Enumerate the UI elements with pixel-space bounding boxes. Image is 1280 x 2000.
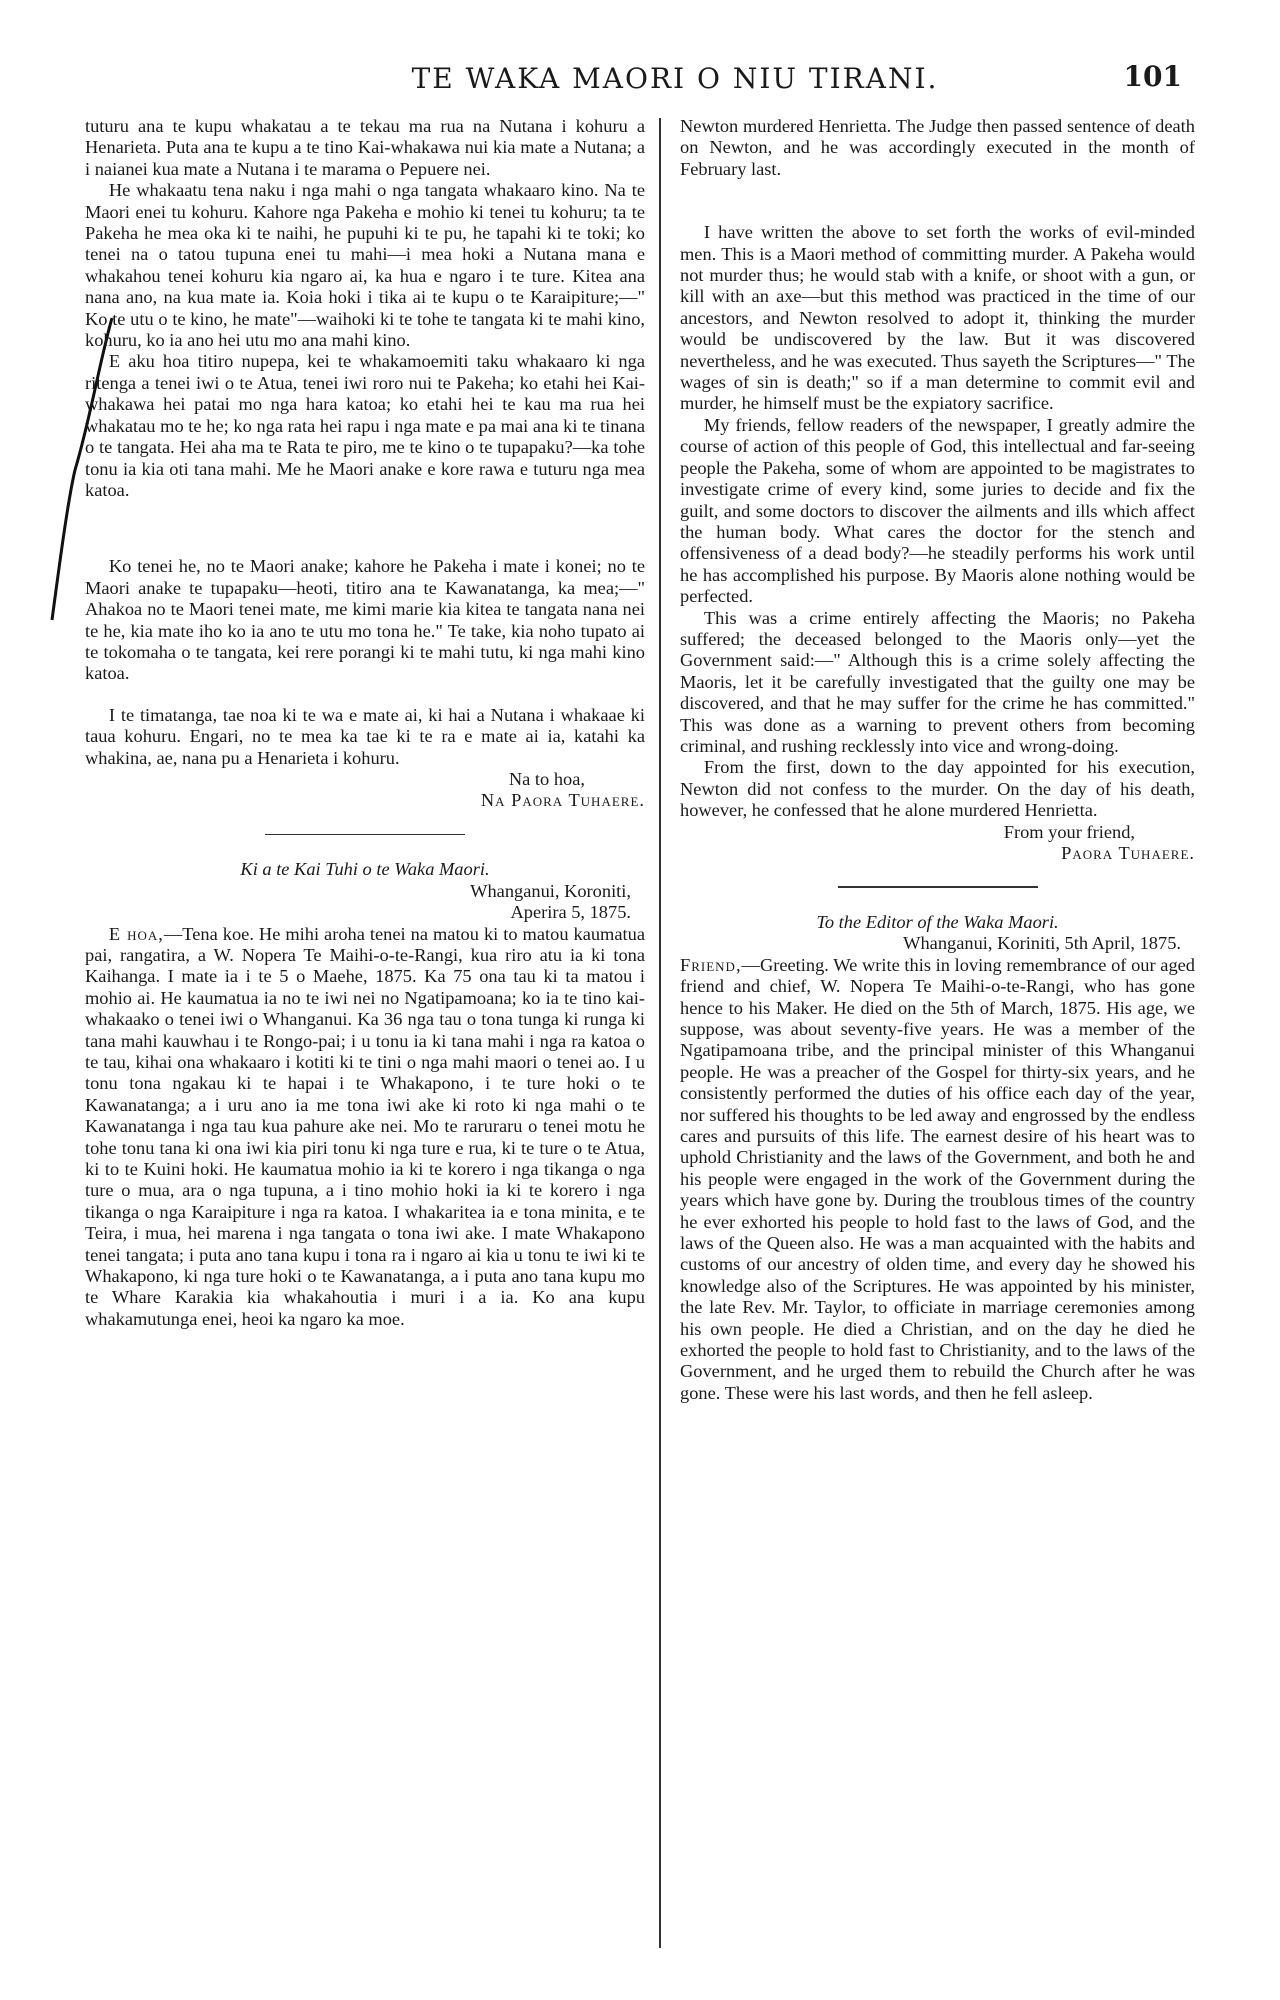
paragraph bbox=[85, 924, 645, 1331]
column-divider bbox=[659, 118, 661, 1948]
section-rule bbox=[265, 834, 465, 836]
paragraph-text: —Greeting. We write this in loving remembrance of our aged friend and chief, W. Nopera Te Maihi-o-te-Rangi, who has gone hence to his Maker. He died on the 5th of March, 1875. His age, we suppose, was about seventy-five years. He was a member of the Ngatipamoana tribe, and the principal minister of this Whanganui people. He was a preacher of the Gospel for thirty-six years, and he consistently performed the duties of his office each day of the year, nor suffered his thoughts to be led away and engrossed by the endless cares and pursuits of this life. The earnest desire of his heart was to uphold Christianity and the laws of the Government, and both he and his people were engaged in the work of the Government during the years which have gone by. During the troublous times of the country he ever exhorted his people to hold fast to the laws of God, and the laws of the Queen also. He was a man acquainted with the habits and customs of our ancestry of olden time, and every day he showed his knowledge also of the Scriptures. He was appointed by his minister, the late Rev. Mr. Taylor, to officiate in marriage ceremonies among his own people. He died a Christian, and on the day he died he exhorted the people to hold fast to Christianity, and to the laws of the Government, and he urged them to rebuild the Church after he was gone. These were his last words, and then he fell asleep. bbox=[680, 954, 1195, 1403]
letter-heading: Ki a te Kai Tuhi o te Waka Maori. bbox=[240, 859, 490, 880]
spacer bbox=[680, 180, 1195, 222]
letter-heading: To the Editor of the Waka Maori. bbox=[816, 911, 1059, 932]
dateline: Whanganui, Koriniti, 5th April, 1875. bbox=[903, 933, 1181, 954]
paragraph bbox=[680, 955, 1195, 1405]
dateline-date: Aperira 5, 1875. bbox=[510, 902, 631, 923]
paragraph: tuturu ana te kupu whakatau a te tekau ma rua na Nutana i kohuru a Henarieta. Puta ana te kupu a te tino Kai-whakawa nui kia mate a Nutana; a i naianei kua mate a Nutana i te marama o Pepuere nei. bbox=[85, 116, 645, 179]
paragraph-text: —Tena koe. He mihi aroha tenei na matou ki to matou kaumatua pai, rangatira, a W. Nopera Te Maihi-o-te-Rangi, kua riro atu ia ki tona Kaihanga. I mate ia i te 5 o Maehe, 1875. Ka 75 ona tau ki ta matou i mohio ai. He kaumatua ia no te iwi nei no Ngatipamoana; ko ia te tino kai-whakaako o tenei iwi o Whanganui. Ka 36 nga tau o tona tunga ki runga ki tana mahi kauwhau i te Rongo-pai; i u tonu ia ki tana mahi i nga ra katoa o te tau, kihai ona whakaaro i kotiti ki te tini o nga mahi maori o tenei ao. I u tonu tona ngakau ki te hapai i te Whakapono, i te ture hoki o te Kawanatanga; a i uru ano ia me tona iwi ake ki roto ki nga mahi o te Kawanatanga i nga tau kua pahure ake nei. Mo te raruraru o tenei motu he tohe tonu tana ki ona iwi kia piri tonu ki nga ture e rua, ki te ture o te Atua, ki to te Kuini hoki. He kaumatua mohio ia ki te korero i nga tikanga o nga ture o mua, ara o nga tupuna, a i tino mohio hoki ia ki te korero i nga tikanga o nga Karaipiture i nga ra katoa. I whakaritea ia e tona minita, e te Teira, i mua, hei marena i nga tangata o tona iwi ake. I mate Whakapono tenei tangata; i puta ano tana kupu i tona ra i ngaro ai kia u tonu te iwi ki te Whakapono, ki nga ture hoki o te Kawanatanga, a i puta ano tana kupu mo te Whare Karakia kia whakahoutia i muri i a ia. Ko ana kupu whakamutunga enei, heoi ka ngaro ka moe. bbox=[85, 923, 645, 1329]
paragraph: I have written the above to set forth the works of evil-minded men. This is a Maori method of committing murder. A Pakeha would not murder thus; he would stab with a knife, or shoot with a gun, or kill with an axe—but this method was practiced in the time of our ancestors, and Newton resolved to adopt it, thinking the murder would be undiscovered by the law. But it was discovered nevertheless, and he was executed. Thus sayeth the Scriptures—" The wages of sin is death;" so if a man determine to commit evil and murder, he himself must be the expiatory sacrifice. bbox=[680, 222, 1195, 414]
paragraph: E aku hoa titiro nupepa, kei te whakamoemiti taku whakaaro ki nga ritenga a tenei iwi o te Atua, tenei iwi roro nui te Pakeha; ko etahi hei Kai-whakawa hei patai mo nga hara katoa; ko etahi hei te kau ma rua hei whakatau mo te he; ko nga rata hei rapu i nga mate e pa mai ana ki te tinana o te tangata. Hei aha ma te Rata te piro, me te kino o te tupapaku?—ka tohe tonu ia kia oti tana mahi. Me he Maori anake e kore rawa e tuturu nga mea katoa. bbox=[85, 351, 645, 500]
page-number: 101 bbox=[1123, 60, 1182, 93]
english-column bbox=[680, 116, 1195, 1976]
paragraph: From the first, down to the day appointed for his execution, Newton did not confess to the murder. On the day of his death, however, he confessed that he alone murdered Henrietta. bbox=[680, 757, 1195, 821]
paragraph: My friends, fellow readers of the newspaper, I greatly admire the course of action of this people of God, this intellectual and far-seeing people the Pakeha, some of whom are appointed to be magistrates to investigate crime of every kind, some juries to decide and fix the guilt, and some doctors to discover the ailments and ills which affect the human body. What cares the doctor for the stench and offensiveness of a dead body?—he steadily performs his work until he has accomplished his purpose. By Maoris alone nothing would be perfected. bbox=[680, 414, 1195, 607]
spacer bbox=[85, 501, 645, 556]
spacer bbox=[85, 685, 645, 705]
maori-column bbox=[85, 116, 645, 1976]
paragraph: Newton murdered Henrietta. The Judge then passed sentence of death on Newton, and he was accordingly executed in the month of February last. bbox=[680, 116, 1195, 179]
paragraph: I te timatanga, tae noa ki te wa e mate ai, ki hai a Nutana i whakaae ki taua kohuru. Engari, no te mea ka tae ki te ra e mate ai ia, katahi ka whakina, ae, nana pu a Henarieta i kohuru. bbox=[85, 704, 645, 768]
salutation: Friend, bbox=[680, 954, 742, 975]
paragraph: He whakaatu tena naku i nga mahi o nga tangata whakaaro kino. Na te Maori enei tu kohuru. Kahore nga Pakeha e mohio ki tenei tu kohuru; ta te Pakeha he mea oka ki te naihi, he pupuhi ki te pu, he tapahi ki te toki; ko tenei na o tatou tupuna enei tu mahi—i mea hoki a Nutana mana e whakahou tenei kohuru kia ngaro ai, ka hua e ngaro i te ture. Kitea ana nana ano, na kua mate ia. Koia hoki i tika ai te kupu o te Karaipiture;—" Ko te utu o te kino, he mate"—waihoki ki te tohe te tangata ki te mahi kino, kohuru, ko ia ano hei utu mo ana mahi kino. bbox=[85, 180, 645, 351]
paragraph: Ko tenei he, no te Maori anake; kahore he Pakeha i mate i konei; no te Maori anake te tupapaku—heoti, titiro ana te Kawanatanga, ka mea;—" Ahakoa no te Maori tenei mate, me kimi marie kia kitea te tangata nana nei te he, kia mate iho ko ia ano te utu mo tona he." Te take, kia noho tupato ai te tokomaha o te tangata, kei rere porangi ki te mahi tutu, ki nga mahi kino katoa. bbox=[85, 556, 645, 684]
signature: Paora Tuhaere. bbox=[1061, 843, 1195, 863]
signature: Na Paora Tuhaere. bbox=[480, 790, 645, 811]
salutation: E hoa, bbox=[108, 923, 164, 944]
paragraph: This was a crime entirely affecting the Maoris; no Pakeha suffered; the deceased belonged to the Maoris only—yet the Government said:—" Although this is a crime solely affecting the Maoris, let it be carefully investigated that the guilty one may be discovered, and that he may suffer for the crime he has committed." This was done as a warning to prevent others from becoming criminal, and rushing recklessly into vice and wrong-doing. bbox=[680, 607, 1195, 756]
page-header bbox=[90, 62, 1210, 102]
dateline-place: Whanganui, Koroniti, bbox=[470, 880, 631, 901]
closing: From your friend, bbox=[1003, 821, 1135, 842]
section-rule bbox=[838, 886, 1038, 888]
closing: Na to hoa, bbox=[508, 768, 585, 789]
running-title: TE WAKA MAORI O NIU TIRANI. bbox=[411, 62, 939, 95]
